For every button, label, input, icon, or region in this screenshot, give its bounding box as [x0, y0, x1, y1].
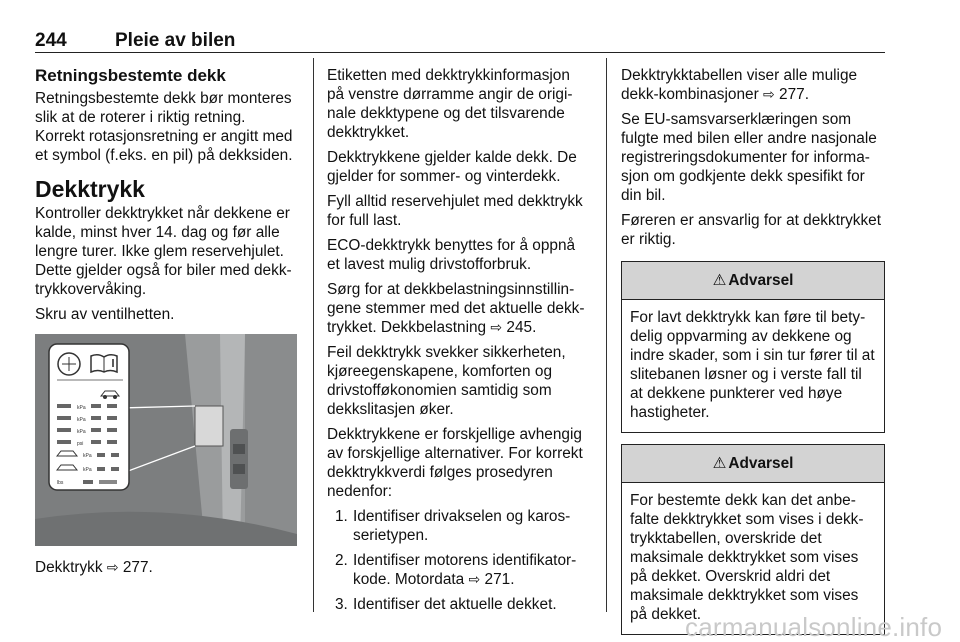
directional-tyres-heading: Retningsbestemte dekk: [35, 66, 226, 85]
warning-header: [622, 445, 884, 483]
procedure-step: 3. Identifiser det aktuelle dekket.: [335, 596, 557, 613]
driver-responsibility-para: Føreren er ansvarlig for at dekktrykket er riktig.: [621, 212, 882, 248]
column-left: [35, 66, 297, 583]
svg-text:kPa: kPa: [77, 417, 86, 423]
page-title: Pleie av bilen: [115, 30, 236, 51]
warning-triangle-icon: ⚠: [712, 455, 727, 472]
eu-conformity-para: Se EU-samsvarserklæringen som fulgte med bilen eller andre nasjonale registreringsdokumenter for informasjon om godkjente dekk spesifikt for din bil.: [621, 111, 877, 204]
tyre-load-para: Sørg for at dekkbelastningsinnstillingene stemmer med det aktuelle dekktrykket. Dekkbelastning ⇨ 245.: [327, 281, 585, 336]
label-info-para: Etiketten med dekktrykkinformasjon på venstre dørramme angir de originale dekktypene og det tilsvarende dekktrykket.: [327, 67, 573, 141]
engine-data-page-ref[interactable]: 271.: [484, 571, 515, 588]
wrong-pressure-para: Feil dekktrykk svekker sikkerheten, kjøreegenskapene, komforten og drivstofføkonomien samtidig som dekkslitasjen øker.: [327, 344, 566, 418]
header-rule: [35, 52, 885, 53]
svg-text:kPa: kPa: [77, 429, 86, 435]
watermark: carmanualsonline.info: [685, 612, 943, 642]
procedure-list: [327, 507, 591, 614]
tyre-pressure-para1: Kontroller dekktrykket når dekkene er kalde, minst hver 14. dag og før alle lengre turer. Ikke glem reservehjulet. Dette gjelder også for biler med dekktrykkovervåking.: [35, 205, 292, 298]
tyre-pressure-para2: Skru av ventilhetten.: [35, 306, 175, 323]
warning-title: Advarsel: [728, 272, 794, 289]
column-divider-1: [313, 58, 314, 612]
warning-box-1: [621, 261, 885, 433]
procedure-step: 1. Identifiser drivakselen og karosserietypen.: [335, 508, 571, 544]
spare-wheel-para: Fyll alltid reservehjulet med dekktrykk for full last.: [327, 193, 583, 229]
page-header: [35, 8, 885, 51]
svg-text:lbs: lbs: [57, 480, 64, 486]
column-right: [621, 66, 885, 635]
page-number: 244: [35, 30, 67, 51]
svg-text:kPa: kPa: [77, 405, 86, 411]
tyre-load-page-ref[interactable]: 245.: [506, 319, 537, 336]
door-frame-label-drawing: [35, 334, 297, 546]
svg-text:kPa: kPa: [83, 467, 92, 473]
ref-arrow-icon: ⇨: [106, 559, 119, 575]
warning-title: Advarsel: [728, 455, 794, 472]
ref-arrow-icon: ⇨: [490, 319, 503, 335]
ref-arrow-icon: ⇨: [468, 571, 481, 587]
svg-text:kPa: kPa: [83, 453, 92, 459]
warning-header: [622, 262, 884, 300]
warning-body: For lavt dekktrykk kan føre til betydelig oppvarming av dekkene og indre skader, som i sin tur fører til at slitebanen løsner og i verste fall til at dekkene punkterer ved høye hastigheter.: [630, 309, 875, 421]
warning-triangle-icon: ⚠: [712, 272, 727, 289]
figure-caption: Dekktrykk ⇨ 277.: [35, 559, 153, 576]
caption-page-ref[interactable]: 277.: [122, 559, 153, 576]
tyre-pressure-label-illustration: [35, 334, 297, 546]
column-middle: [327, 66, 591, 620]
column-divider-2: [606, 58, 607, 612]
warning-body: For bestemte dekk kan det anbefalte dekktrykket som vises i dekktrykktabellen, overskride det maksimale dekktrykket som vises på dekket. Overskrid aldri det maksimale dekktrykket som vises på dekket.: [630, 492, 864, 623]
pressure-table-para: Dekktrykktabellen viser alle mulige dekk-kombinasjoner ⇨ 277.: [621, 67, 858, 103]
procedure-step: 2. Identifiser motorens identifikatorkode. Motordata ⇨ 271.: [335, 552, 577, 588]
svg-text:psi: psi: [77, 441, 84, 447]
pressure-table-page-ref[interactable]: 277.: [779, 86, 809, 103]
directional-tyres-text: Retningsbestemte dekk bør monteres slik at de roterer i riktig retning. Korrekt rotasjonsretning er angitt med et symbol (f.eks. en pil) på dekksiden.: [35, 90, 293, 164]
eco-pressure-para: ECO-dekktrykk benyttes for å oppnå et lavest mulig drivstofforbruk.: [327, 237, 576, 273]
ref-arrow-icon: ⇨: [763, 86, 775, 102]
warning-box-2: [621, 444, 885, 635]
procedure-intro-para: Dekktrykkene er forskjellige avhengig av forskjellige alternativer. For korrekt dekktrykkverdi følges prosedyren nedenfor:: [327, 426, 583, 500]
tyre-pressure-heading: Dekktrykk: [35, 176, 145, 202]
cold-tyres-para: Dekktrykkene gjelder kalde dekk. De gjelder for sommer- og vinterdekk.: [327, 149, 577, 185]
